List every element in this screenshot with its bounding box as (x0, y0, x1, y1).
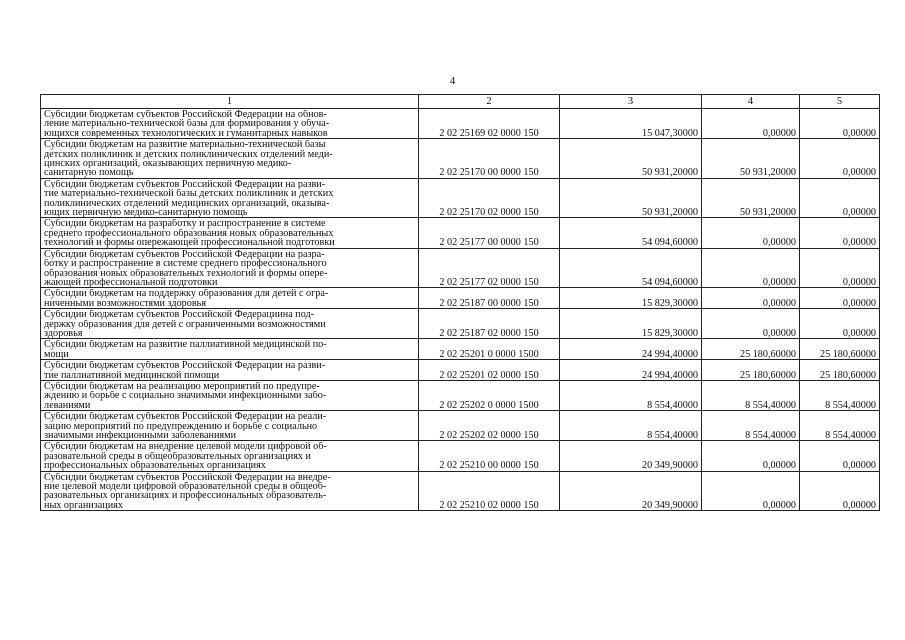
description-line: детских поликлиник и детских поликлинических отделений меди- (44, 149, 333, 160)
description-line: ющихся современных технологических и гуманитарных навыков (44, 128, 328, 139)
header-col-2: 2 (419, 95, 560, 109)
row-description (41, 360, 419, 381)
description-line: мощи (44, 349, 69, 360)
row-value-col4: 0,00000 (702, 288, 800, 309)
table-row (41, 178, 880, 218)
row-description (41, 309, 419, 339)
row-code: 2 02 25170 00 0000 150 (419, 139, 560, 179)
row-value-col3: 15 829,30000 (560, 309, 702, 339)
description-line: леваниями (44, 400, 91, 411)
row-code: 2 02 25210 00 0000 150 (419, 441, 560, 471)
header-col-1: 1 (41, 95, 419, 109)
row-value-col3: 50 931,20000 (560, 178, 702, 218)
row-value-col4: 0,00000 (702, 441, 800, 471)
row-value-col3: 15 047,30000 (560, 109, 702, 139)
row-value-col4: 8 554,40000 (702, 380, 800, 410)
row-value-col5: 0,00000 (800, 471, 880, 511)
row-description (41, 109, 419, 139)
row-code: 2 02 25187 02 0000 150 (419, 309, 560, 339)
row-code: 2 02 25201 0 0000 1500 (419, 339, 560, 360)
row-code: 2 02 25202 02 0000 150 (419, 411, 560, 441)
description-line: поликлинических отделений медицинских организаций, оказыва- (44, 198, 330, 209)
row-value-col4: 0,00000 (702, 309, 800, 339)
row-value-col5: 8 554,40000 (800, 411, 880, 441)
table-row (41, 109, 880, 139)
header-row (41, 95, 880, 109)
row-value-col5: 0,00000 (800, 218, 880, 248)
description-line: зацию мероприятий по предупреждению и борьбе с социально (44, 421, 318, 431)
description-line: здоровья (44, 328, 83, 339)
description-line: разовательной среды в общеобразовательных организациях и (44, 451, 311, 462)
budget-table (40, 94, 880, 511)
row-value-col5: 0,00000 (800, 441, 880, 471)
description-line: профессиональных образовательных организациях (44, 461, 266, 471)
row-value-col4: 0,00000 (702, 248, 800, 288)
header-col-3: 3 (560, 95, 702, 109)
row-value-col4: 8 554,40000 (702, 411, 800, 441)
table-row (41, 441, 880, 471)
row-description (41, 441, 419, 471)
description-line: Субсидии бюджетам субъектов Российской Федерации на разви- (44, 361, 326, 371)
row-value-col3: 15 829,30000 (560, 288, 702, 309)
row-value-col5: 0,00000 (800, 109, 880, 139)
row-description (41, 248, 419, 288)
row-value-col3: 20 349,90000 (560, 441, 702, 471)
row-value-col3: 20 349,90000 (560, 471, 702, 511)
description-line: образования новых образовательных технологий и формы опере- (44, 268, 328, 278)
description-line: санитарную помощь (44, 168, 134, 178)
description-line: Субсидии бюджетам субъектов Российской Федерации на разви- (44, 179, 326, 190)
row-value-col4: 0,00000 (702, 471, 800, 511)
row-description (41, 218, 419, 248)
row-code: 2 02 25202 0 0000 1500 (419, 380, 560, 410)
row-value-col3: 8 554,40000 (560, 380, 702, 410)
description-line: Субсидии бюджетам субъектов Российской Федерации на разра- (44, 249, 325, 260)
row-value-col4: 0,00000 (702, 109, 800, 139)
description-line: Субсидии бюджетам на поддержку образования для детей с огра- (44, 289, 329, 299)
table-row (41, 288, 880, 309)
table-row (41, 309, 880, 339)
description-line: Субсидии бюджетам субъектов Российской Федерациина под- (44, 310, 315, 320)
table-row (41, 360, 880, 381)
table-row (41, 339, 880, 360)
description-line: Субсидии бюджетам субъектов Российской Федерации на реали- (44, 412, 327, 422)
header-col-5: 5 (800, 95, 880, 109)
row-code: 2 02 25170 02 0000 150 (419, 178, 560, 218)
row-value-col3: 8 554,40000 (560, 411, 702, 441)
description-line: значимыми инфекционными заболеваниями (44, 431, 237, 441)
row-value-col5: 0,00000 (800, 139, 880, 179)
row-value-col3: 54 094,60000 (560, 218, 702, 248)
table-row (41, 248, 880, 288)
description-line: держку образования для детей с ограниченными возможностями (44, 319, 326, 329)
row-code: 2 02 25177 00 0000 150 (419, 218, 560, 248)
row-description (41, 288, 419, 309)
row-value-col4: 0,00000 (702, 218, 800, 248)
row-description (41, 411, 419, 441)
row-description (41, 339, 419, 360)
row-value-col4: 25 180,60000 (702, 339, 800, 360)
row-value-col4: 50 931,20000 (702, 178, 800, 218)
row-code: 2 02 25201 02 0000 150 (419, 360, 560, 381)
table-row (41, 139, 880, 179)
description-line: Субсидии бюджетам субъектов Российской Федерации на обнов- (44, 110, 327, 120)
description-line: тие паллиативной медицинской помощи (44, 370, 220, 380)
description-line: среднего профессионального образования новых образовательных (44, 228, 334, 239)
row-value-col3: 24 994,40000 (560, 339, 702, 360)
row-description (41, 139, 419, 179)
description-line: ботку и распространение в системе среднего профессионального (44, 259, 327, 269)
row-value-col5: 25 180,60000 (800, 339, 880, 360)
description-line: технологий и формы опережающей профессиональной подготовки (44, 238, 335, 248)
table-body (41, 109, 880, 511)
description-line: ниченными возможностями здоровья (44, 298, 206, 309)
description-line: цинских организаций, оказывающих первичную медико- (44, 159, 292, 169)
row-value-col4: 25 180,60000 (702, 360, 800, 381)
description-line: ющих первичную медико-санитарную помощь (44, 208, 248, 218)
row-value-col5: 0,00000 (800, 288, 880, 309)
row-code: 2 02 25177 02 0000 150 (419, 248, 560, 288)
row-description (41, 178, 419, 218)
row-code: 2 02 25187 00 0000 150 (419, 288, 560, 309)
row-value-col5: 0,00000 (800, 248, 880, 288)
description-line: жающей профессиональной подготовки (44, 277, 218, 288)
description-line: ние целевой модели цифровой образовательной среды в общеоб- (44, 482, 327, 492)
description-line: тие материально-технической базы детских поликлиник и детских (44, 189, 334, 199)
row-value-col4: 50 931,20000 (702, 139, 800, 179)
row-value-col3: 24 994,40000 (560, 360, 702, 381)
table-row (41, 380, 880, 410)
row-value-col5: 8 554,40000 (800, 380, 880, 410)
row-value-col5: 25 180,60000 (800, 360, 880, 381)
description-line: ных организациях (44, 500, 123, 511)
header-col-4: 4 (702, 95, 800, 109)
description-line: ление материально-технической базы для формирования у обуча- (44, 119, 330, 129)
description-line: Субсидии бюджетам на развитие материально-технической базы (44, 140, 326, 150)
row-value-col3: 50 931,20000 (560, 139, 702, 179)
row-value-col5: 0,00000 (800, 309, 880, 339)
page-number: 4 (449, 75, 456, 87)
row-code: 2 02 25169 02 0000 150 (419, 109, 560, 139)
row-value-col3: 54 094,60000 (560, 248, 702, 288)
description-line: ждению и борьбе с социально значимыми инфекционными забо- (44, 391, 327, 401)
table-row (41, 411, 880, 441)
row-code: 2 02 25210 02 0000 150 (419, 471, 560, 511)
row-description (41, 380, 419, 410)
row-value-col5: 0,00000 (800, 178, 880, 218)
description-line: разовательных организациях и профессиональных образователь- (44, 491, 327, 501)
table-row (41, 218, 880, 248)
description-line: Субсидии бюджетам на внедрение целевой модели цифровой об- (44, 442, 327, 452)
description-line: Субсидии бюджетам на реализацию мероприятий по предупре- (44, 381, 320, 392)
row-description (41, 471, 419, 511)
description-line: Субсидии бюджетам субъектов Российской Федерации на внедре- (44, 472, 331, 483)
table-row (41, 471, 880, 511)
description-line: Субсидии бюджетам на разработку и распространение в системе (44, 219, 326, 229)
description-line: Субсидии бюджетам на развитие паллиативной медицинской по- (44, 340, 327, 350)
